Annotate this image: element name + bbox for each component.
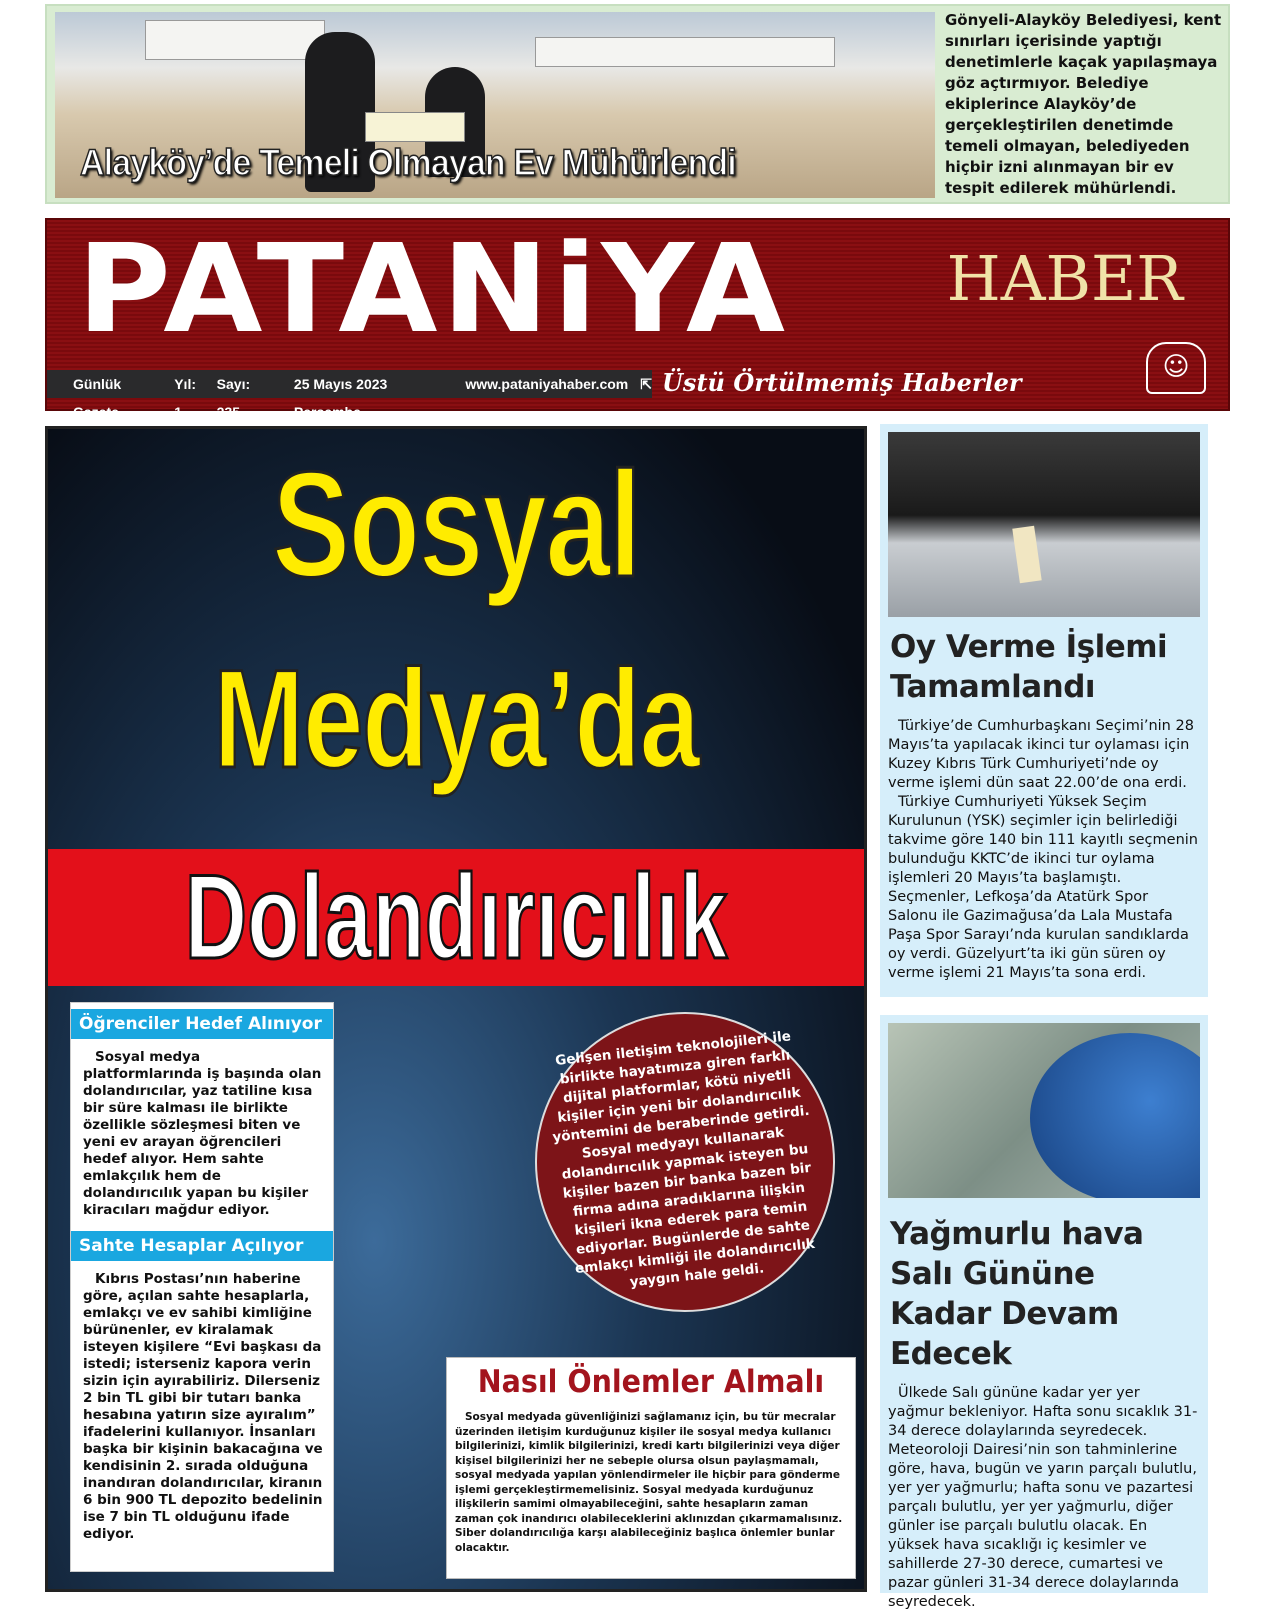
masthead (45, 218, 1230, 420)
date: 25 Mayıs 2023 Perşembe (293, 376, 388, 420)
tips-title: Nasıl Önlemler Almalı (477, 1364, 825, 1400)
callout-text: Gelişen iletişim teknolojileri ile birlikte hayatımıza giren farklı dijital platformlar, kötü niyetli kişiler için yeni bir dolandırıcılık yöntemini de beraberinde getirdi. Sosyal medyayı kullanarak dolandırıcılık yapmak isteyen bu kişiler bazen bir banka bazen bir firma adına aradıklarına ilişkin kişileri ikna ederek para temin ediyorlar. Bugünlerde de sahte emlakçı kimliği ile dolandırıcılık yaygın hale geldi. (551, 1027, 816, 1290)
side-story-election (880, 424, 1208, 997)
slogan: Üstü Örtülmemiş Haberler (662, 368, 1022, 397)
side-body: Türkiye Cumhuriyeti Yüksek Seçim Kurulunun (YSK) seçimler için belirlediği takvime göre 140 bin 111 kayıtlı seçmenin bulunduğu KKTC’de ikinci tur oylama işlemleri 20 Mayıs’ta başlamıştı. Seçmenler, Lefkoşa’da Atatürk Spor Salonu ile Gazimağusa’da Lala Mustafa Paşa Spor Sarayı’nda kurulan sandıklarda oy verdi. Güzelyurt’ta iki gün süren oy verme işlemi 21 Mayıs’ta sona erdi. (888, 794, 1198, 981)
side-title[interactable]: Yağmurlu hava Salı Gününe Kadar Devam Edecek (890, 1216, 1144, 1372)
side-story-weather (880, 1015, 1208, 1610)
section-title: Öğrenciler Hedef Alınıyor (71, 1009, 333, 1039)
cursor-click-icon: ⇱ (640, 376, 652, 392)
side-body: Türkiye’de Cumhurbaşkanı Seçimi’nin 28 Mayıs’ta yapılacak ikinci tur oylaması için Kuzey Kıbrıs Türk Cumhuriyeti’nde oy verme işlemi dün saat 22.00’de ona erdi. (888, 718, 1194, 791)
logo-haber: HABER (946, 242, 1183, 315)
headline-line-1[interactable]: Sosyal (272, 440, 640, 608)
sidebar-box (70, 1002, 334, 1572)
side-title[interactable]: Oy Verme İşlemi Tamamlandı (890, 629, 1168, 705)
section-body: Sosyal medya platformlarında iş başında olan dolandırıcılar, yaz tatiline kısa bir süre kalması ile birlikte özellikle sözleşmesi biten ve yeni ev arayan öğrencileri hedef alıyor. Hem sahte emlakçılık hem de dolandırıcılık yapan bu kişiler kiracıları mağdur ediyor. (83, 1049, 322, 1218)
section-title: Sahte Hesaplar Açılıyor (71, 1231, 333, 1261)
tips-body: Sosyal medyada güvenliğinizi sağlamanız için, bu tür mecralar üzerinden iletişim kurduğunuz kişiler ile sosyal medya kullanıcı bilgilerinizi, kimlik bilgilerinizi, kredi kartı bilgilerinizi veya diğer kişisel bilgilerinizi her ne sebeple olursa olsun paylaşmamalı, sosyal medyada yapılan yönlendirmeler ile hiçbir para gönderme işlemi gerçekleştirmemelisiniz. Sosyal medyada kurduğunuz ilişkilerin samimi olmayabileceğini, sahte hesapların zaman zaman çok inandırıcı olabileceklerini aklınızdan çıkarmamalısınız. Siber dolandırıcılığa karşı alabileceğiniz başlıca önlemler bunlar olacaktır. (455, 1411, 843, 1554)
top-story-headline[interactable]: Alayköy’de Temeli Olmayan Ev Mühürlendi (80, 142, 736, 183)
side-body: Ülkede Salı gününe kadar yer yer yağmur bekleniyor. Hafta sonu sıcaklık 31-34 derece dolaylarında seyredecek. Meteoroloji Dairesi’nin son tahminlerine göre, hava, bugün ve yarın parçalı bulutlu, yer yer yağmurlu; hafta sonu ve pazartesi parçalı bulutlu, yer yer yağmurlu, diğer günler ise parçalı bulutlu olacak. En yüksek hava sıcaklığı iç kesimler ve sahillerde 27-30 derece, cumartesi ve pazar günleri 31-34 derece dolaylarında seyredecek. (888, 1385, 1198, 1610)
headline-line-3[interactable]: Dolandırıcılık (184, 850, 728, 984)
mascot-icon: ☺ (1146, 342, 1206, 394)
paper-type: Günlük Gazete (73, 376, 122, 420)
top-story (45, 4, 1230, 204)
headline-line-2[interactable]: Medya’da (213, 640, 699, 797)
issue-number: Sayı: 235 (216, 376, 251, 420)
main-story (45, 426, 867, 1592)
top-story-summary: Gönyeli-Alayköy Belediyesi, kent sınırları içerisinde yaptığı denetimlerle kaçak yapılaşmaya göz açtırmıyor. Belediye ekiplerince Alayköy’de gerçekleştirilen denetimde temeli olmayan, belediyeden hiçbir izni alınmayan bir ev tespit edilerek mühürlendi. (945, 11, 1222, 197)
tips-box (446, 1357, 856, 1579)
website-link[interactable]: www.pataniyahaber.com (465, 376, 629, 392)
year: Yıl: 1 (174, 376, 196, 420)
callout-circle (520, 997, 850, 1327)
ballot-box-photo (888, 432, 1200, 617)
issue-info-bar (47, 370, 652, 420)
top-story-photo (55, 12, 935, 198)
rain-umbrella-photo (888, 1023, 1200, 1198)
section-body: Kıbrıs Postası’nın haberine göre, açılan sahte hesaplarla, emlakçı ve ev sahibi kimliğine bürünenler, ev kiralamak isteyen kişilere “Evi başkası da istedi; isterseniz kapora verin sizin için ayırabiliriz. Dilerseniz 2 bin TL gibi bir tutarı banka hesabına yatırın size ayıralım” ifadelerini kullanıyor. İnsanları başka bir kişinin bakacağına ve kendisinin 2. sırada olduğuna inandıran dolandırıcılar, kiranın 6 bin 900 TL depozito bedelinin ise 7 bin TL olduğunu ifade ediyor. (83, 1271, 323, 1542)
logo[interactable]: PATANiYA (77, 218, 790, 360)
